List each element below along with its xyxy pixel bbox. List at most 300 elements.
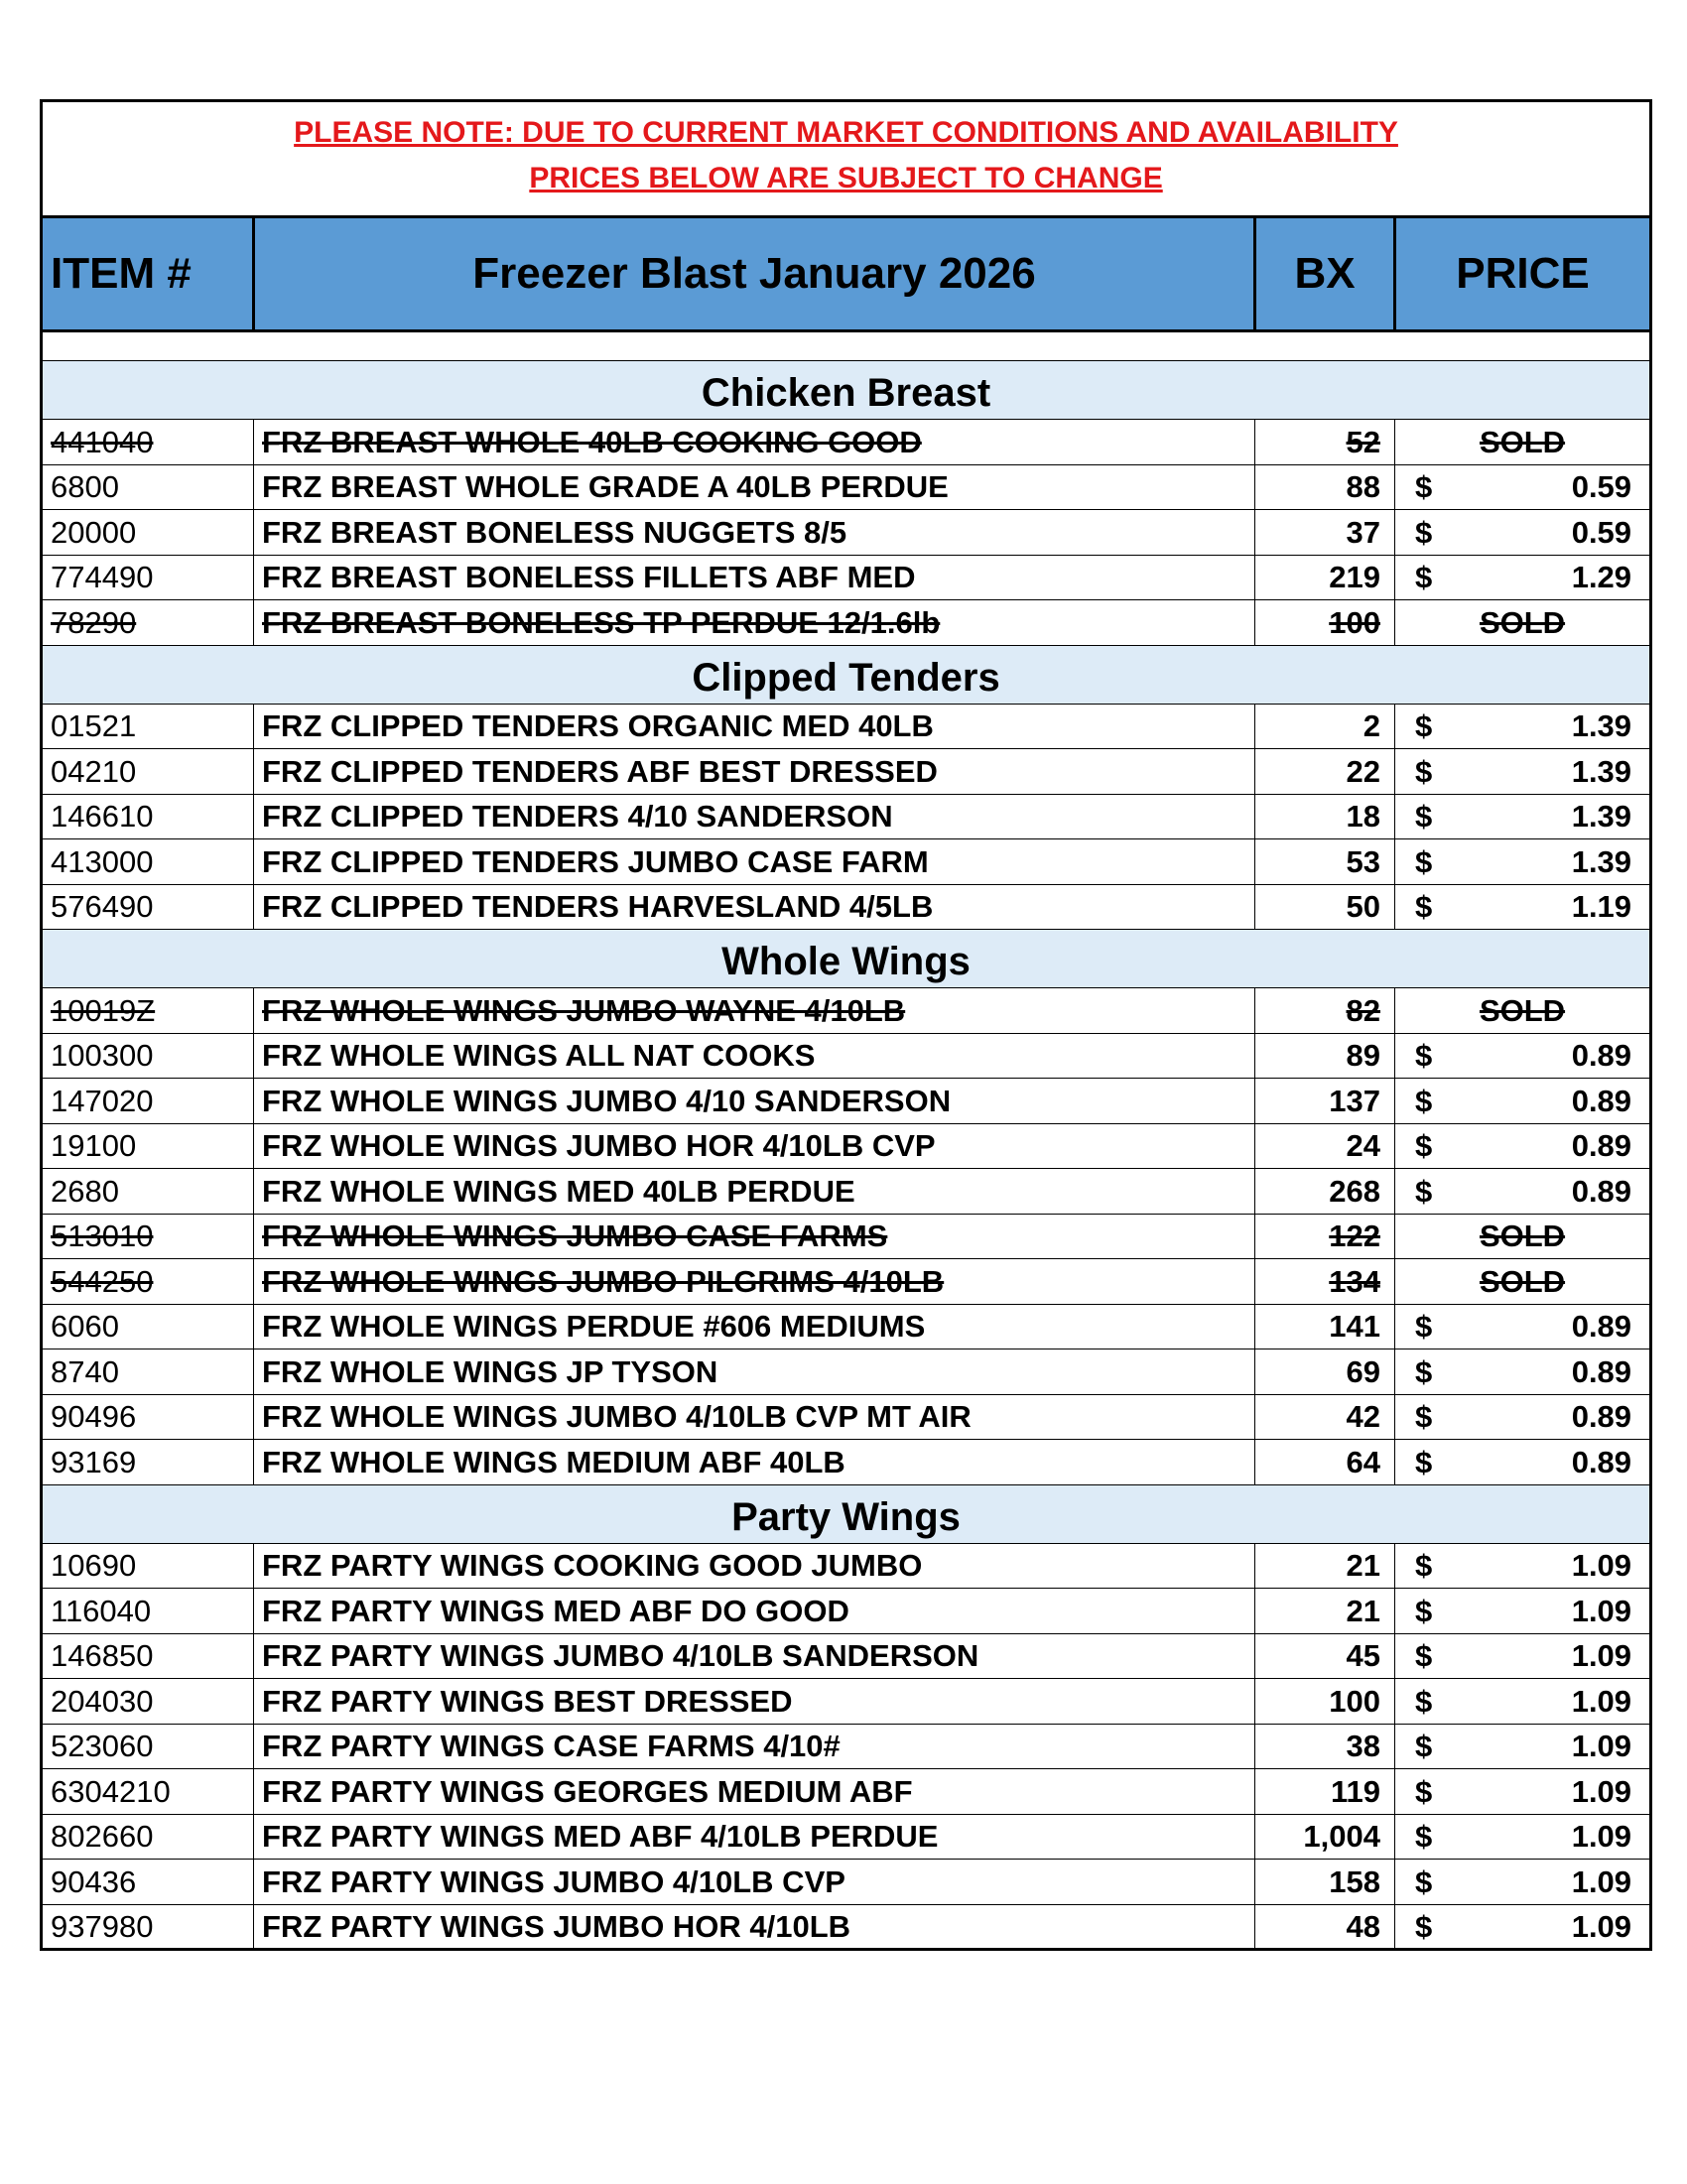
currency-symbol: $ <box>1415 708 1433 744</box>
item-description: FRZ WHOLE WINGS PERDUE #606 MEDIUMS <box>262 1309 926 1345</box>
bx-cell <box>1255 1440 1395 1485</box>
item-description: FRZ WHOLE WINGS JUMBO 4/10 SANDERSON <box>262 1083 952 1118</box>
item-description: FRZ WHOLE WINGS ALL NAT COOKS <box>262 1038 816 1074</box>
notice-line-1: PLEASE NOTE: DUE TO CURRENT MARKET CONDITIONS AND AVAILABILITY <box>294 116 1398 149</box>
box-count: 137 <box>1329 1083 1380 1118</box>
currency-symbol: $ <box>1415 1548 1433 1584</box>
item-number: 93169 <box>51 1444 137 1479</box>
sold-label: SOLD <box>1479 1219 1566 1254</box>
price-cell <box>1395 1123 1651 1169</box>
item-cell <box>42 1589 254 1634</box>
currency-symbol: $ <box>1415 560 1433 595</box>
bx-cell <box>1255 1214 1395 1259</box>
table-row-sold <box>42 600 1651 646</box>
price-value: 1.39 <box>1571 843 1632 879</box>
box-count: 134 <box>1329 1263 1380 1299</box>
box-count: 21 <box>1346 1548 1380 1584</box>
item-number: 576490 <box>51 889 154 925</box>
currency-symbol: $ <box>1415 1083 1433 1118</box>
item-cell <box>42 749 254 795</box>
description-cell <box>254 988 1255 1034</box>
item-cell <box>42 988 254 1034</box>
item-number: 513010 <box>51 1219 154 1254</box>
bx-cell <box>1255 555 1395 600</box>
item-cell <box>42 420 254 465</box>
item-cell <box>42 1633 254 1679</box>
notice-line-2: PRICES BELOW ARE SUBJECT TO CHANGE <box>529 162 1163 194</box>
item-number: 20000 <box>51 514 137 550</box>
box-count: 69 <box>1346 1353 1380 1389</box>
table-row <box>42 1304 1651 1349</box>
price-value: 1.09 <box>1571 1908 1632 1944</box>
market-notice <box>42 101 1651 217</box>
item-description: FRZ WHOLE WINGS JUMBO HOR 4/10LB CVP <box>262 1128 936 1164</box>
currency-symbol: $ <box>1415 843 1433 879</box>
item-number: 146850 <box>51 1638 154 1674</box>
item-description: FRZ BREAST WHOLE GRADE A 40LB PERDUE <box>262 469 949 505</box>
spacer-row <box>42 331 1651 361</box>
item-cell <box>42 600 254 646</box>
item-number: 774490 <box>51 560 154 595</box>
table-row <box>42 1440 1651 1485</box>
item-number: 147020 <box>51 1083 154 1118</box>
bx-cell <box>1255 1814 1395 1860</box>
currency-symbol: $ <box>1415 1353 1433 1389</box>
currency-symbol: $ <box>1415 514 1433 550</box>
description-cell <box>254 1123 1255 1169</box>
table-row-sold <box>42 420 1651 465</box>
box-count: 22 <box>1346 753 1380 789</box>
description-cell <box>254 1214 1255 1259</box>
price-value: 0.89 <box>1571 1353 1632 1389</box>
table-row-sold <box>42 1259 1651 1305</box>
item-cell <box>42 1349 254 1395</box>
box-count: 48 <box>1346 1908 1380 1944</box>
price-value: 1.09 <box>1571 1773 1632 1809</box>
price-cell <box>1395 600 1651 646</box>
table-row <box>42 1589 1651 1634</box>
price-cell <box>1395 1259 1651 1305</box>
price-cell <box>1395 749 1651 795</box>
box-count: 158 <box>1329 1863 1380 1899</box>
price-value: 0.89 <box>1571 1128 1632 1164</box>
description-cell <box>254 1814 1255 1860</box>
item-cell <box>42 1169 254 1215</box>
bx-cell <box>1255 1633 1395 1679</box>
currency-symbol: $ <box>1415 799 1433 835</box>
table-row-sold <box>42 988 1651 1034</box>
currency-symbol: $ <box>1415 1773 1433 1809</box>
currency-symbol: $ <box>1415 1638 1433 1674</box>
item-number: 19100 <box>51 1128 137 1164</box>
price-cell <box>1395 464 1651 510</box>
box-count: 88 <box>1346 469 1380 505</box>
table-row <box>42 555 1651 600</box>
notice-row <box>42 101 1651 217</box>
box-count: 122 <box>1329 1219 1380 1254</box>
table-row-sold <box>42 1214 1651 1259</box>
price-value: 1.39 <box>1571 708 1632 744</box>
table-row <box>42 510 1651 556</box>
description-cell <box>254 1349 1255 1395</box>
bx-cell <box>1255 1860 1395 1905</box>
description-cell <box>254 884 1255 930</box>
table-row <box>42 1394 1651 1440</box>
currency-symbol: $ <box>1415 1309 1433 1345</box>
bx-cell <box>1255 1724 1395 1769</box>
table-row <box>42 1679 1651 1725</box>
bx-cell <box>1255 1769 1395 1815</box>
price-cell <box>1395 555 1651 600</box>
price-value: 1.09 <box>1571 1729 1632 1764</box>
item-cell <box>42 1033 254 1079</box>
price-value: 1.09 <box>1571 1863 1632 1899</box>
item-column-header: ITEM # <box>42 217 254 331</box>
price-cell <box>1395 1079 1651 1124</box>
item-cell <box>42 555 254 600</box>
item-number: 413000 <box>51 843 154 879</box>
description-cell <box>254 704 1255 749</box>
item-description: FRZ WHOLE WINGS JUMBO PILGRIMS 4/10LB <box>262 1263 945 1299</box>
item-number: 204030 <box>51 1683 154 1719</box>
box-count: 37 <box>1346 514 1380 550</box>
column-header-row <box>42 217 1651 331</box>
box-count: 52 <box>1346 424 1380 459</box>
price-cell <box>1395 1214 1651 1259</box>
price-cell <box>1395 1033 1651 1079</box>
item-description: FRZ PARTY WINGS COOKING GOOD JUMBO <box>262 1548 923 1584</box>
item-cell <box>42 839 254 885</box>
box-count: 2 <box>1363 708 1380 744</box>
description-cell <box>254 510 1255 556</box>
price-value: 1.09 <box>1571 1548 1632 1584</box>
item-description: FRZ WHOLE WINGS MED 40LB PERDUE <box>262 1173 855 1209</box>
section-title: Clipped Tenders <box>42 645 1651 704</box>
table-row <box>42 884 1651 930</box>
table-row <box>42 839 1651 885</box>
bx-cell <box>1255 1259 1395 1305</box>
price-cell <box>1395 1589 1651 1634</box>
price-value: 1.19 <box>1571 889 1632 925</box>
bx-cell <box>1255 794 1395 839</box>
table-row <box>42 1769 1651 1815</box>
currency-symbol: $ <box>1415 1128 1433 1164</box>
price-cell <box>1395 1679 1651 1725</box>
price-value: 1.29 <box>1571 560 1632 595</box>
bx-cell <box>1255 1394 1395 1440</box>
table-row <box>42 704 1651 749</box>
sold-label: SOLD <box>1479 992 1566 1028</box>
bx-cell <box>1255 1169 1395 1215</box>
item-cell <box>42 1079 254 1124</box>
bx-cell <box>1255 1679 1395 1725</box>
item-cell <box>42 794 254 839</box>
description-cell <box>254 1543 1255 1589</box>
item-number: 2680 <box>51 1173 119 1209</box>
item-cell <box>42 1214 254 1259</box>
description-cell <box>254 839 1255 885</box>
table-row <box>42 1724 1651 1769</box>
currency-symbol: $ <box>1415 1863 1433 1899</box>
item-cell <box>42 1904 254 1950</box>
bx-cell <box>1255 1079 1395 1124</box>
item-number: 100300 <box>51 1038 154 1074</box>
description-cell <box>254 1904 1255 1950</box>
table-row <box>42 1543 1651 1589</box>
section-title: Chicken Breast <box>42 361 1651 420</box>
box-count: 219 <box>1329 560 1380 595</box>
item-number: 544250 <box>51 1263 154 1299</box>
table-row <box>42 794 1651 839</box>
item-cell <box>42 1814 254 1860</box>
item-description: FRZ CLIPPED TENDERS 4/10 SANDERSON <box>262 799 893 835</box>
sold-label: SOLD <box>1479 424 1566 459</box>
currency-symbol: $ <box>1415 1593 1433 1628</box>
description-cell <box>254 1033 1255 1079</box>
box-count: 18 <box>1346 799 1380 835</box>
price-cell <box>1395 839 1651 885</box>
price-cell <box>1395 1724 1651 1769</box>
item-description: FRZ BREAST BONELESS TP PERDUE 12/1.6lb <box>262 604 941 640</box>
bx-column-header: BX <box>1255 217 1395 331</box>
price-cell <box>1395 510 1651 556</box>
item-number: 116040 <box>51 1593 152 1628</box>
sheet-title: Freezer Blast January 2026 <box>254 217 1255 331</box>
bx-cell <box>1255 464 1395 510</box>
item-cell <box>42 1679 254 1725</box>
section-title: Party Wings <box>42 1484 1651 1543</box>
table-row <box>42 749 1651 795</box>
item-number: 802660 <box>51 1819 154 1855</box>
price-sheet-table <box>40 99 1652 1951</box>
currency-symbol: $ <box>1415 1444 1433 1479</box>
item-description: FRZ WHOLE WINGS JUMBO 4/10LB CVP MT AIR <box>262 1399 972 1435</box>
item-description: FRZ CLIPPED TENDERS ORGANIC MED 40LB <box>262 708 934 744</box>
table-row <box>42 1904 1651 1950</box>
currency-symbol: $ <box>1415 1819 1433 1855</box>
description-cell <box>254 1724 1255 1769</box>
item-description: FRZ PARTY WINGS JUMBO 4/10LB CVP <box>262 1863 845 1899</box>
item-number: 6800 <box>51 469 119 505</box>
item-description: FRZ CLIPPED TENDERS HARVESLAND 4/5LB <box>262 889 934 925</box>
currency-symbol: $ <box>1415 1683 1433 1719</box>
price-value: 1.39 <box>1571 753 1632 789</box>
item-description: FRZ PARTY WINGS GEORGES MEDIUM ABF <box>262 1773 913 1809</box>
box-count: 89 <box>1346 1038 1380 1074</box>
description-cell <box>254 1633 1255 1679</box>
currency-symbol: $ <box>1415 1908 1433 1944</box>
item-description: FRZ PARTY WINGS BEST DRESSED <box>262 1683 793 1719</box>
bx-cell <box>1255 600 1395 646</box>
section-header-row <box>42 1484 1651 1543</box>
bx-cell <box>1255 1904 1395 1950</box>
description-cell <box>254 1259 1255 1305</box>
item-cell <box>42 1543 254 1589</box>
currency-symbol: $ <box>1415 469 1433 505</box>
item-number: 04210 <box>51 753 137 789</box>
table-row <box>42 1860 1651 1905</box>
bx-cell <box>1255 510 1395 556</box>
price-value: 0.89 <box>1571 1083 1632 1118</box>
table-row <box>42 1814 1651 1860</box>
price-cell <box>1395 1304 1651 1349</box>
item-description: FRZ BREAST WHOLE 40LB COOKING GOOD <box>262 424 922 459</box>
item-cell <box>42 1860 254 1905</box>
currency-symbol: $ <box>1415 1729 1433 1764</box>
box-count: 119 <box>1330 1773 1380 1809</box>
price-value: 1.09 <box>1571 1593 1632 1628</box>
item-cell <box>42 1724 254 1769</box>
description-cell <box>254 1860 1255 1905</box>
item-description: FRZ PARTY WINGS JUMBO HOR 4/10LB <box>262 1908 851 1944</box>
price-cell <box>1395 1904 1651 1950</box>
price-cell <box>1395 420 1651 465</box>
description-cell <box>254 1589 1255 1634</box>
box-count: 50 <box>1346 889 1380 925</box>
price-value: 0.89 <box>1571 1309 1632 1345</box>
item-cell <box>42 1304 254 1349</box>
currency-symbol: $ <box>1415 889 1433 925</box>
item-cell <box>42 1394 254 1440</box>
bx-cell <box>1255 988 1395 1034</box>
table-row <box>42 1349 1651 1395</box>
box-count: 38 <box>1346 1729 1380 1764</box>
item-description: FRZ WHOLE WINGS JUMBO WAYNE 4/10LB <box>262 992 906 1028</box>
bx-cell <box>1255 1304 1395 1349</box>
spacer-cell <box>42 331 1651 361</box>
item-cell <box>42 884 254 930</box>
box-count: 100 <box>1329 604 1380 640</box>
description-cell <box>254 420 1255 465</box>
item-description: FRZ BREAST BONELESS FILLETS ABF MED <box>262 560 916 595</box>
section-header-row <box>42 930 1651 988</box>
item-number: 937980 <box>51 1908 154 1944</box>
item-description: FRZ CLIPPED TENDERS ABF BEST DRESSED <box>262 753 938 789</box>
description-cell <box>254 1079 1255 1124</box>
bx-cell <box>1255 1123 1395 1169</box>
description-cell <box>254 600 1255 646</box>
bx-cell <box>1255 1349 1395 1395</box>
price-cell <box>1395 1633 1651 1679</box>
bx-cell <box>1255 839 1395 885</box>
item-cell <box>42 510 254 556</box>
box-count: 21 <box>1346 1593 1380 1628</box>
description-cell <box>254 1394 1255 1440</box>
item-number: 523060 <box>51 1729 154 1764</box>
price-value: 0.89 <box>1571 1173 1632 1209</box>
item-description: FRZ PARTY WINGS MED ABF DO GOOD <box>262 1593 849 1628</box>
box-count: 64 <box>1346 1444 1380 1479</box>
sold-label: SOLD <box>1479 604 1566 640</box>
price-value: 1.09 <box>1571 1683 1632 1719</box>
description-cell <box>254 1679 1255 1725</box>
box-count: 45 <box>1346 1638 1380 1674</box>
price-cell <box>1395 704 1651 749</box>
price-cell <box>1395 794 1651 839</box>
price-cell <box>1395 1349 1651 1395</box>
bx-cell <box>1255 884 1395 930</box>
price-value: 1.09 <box>1571 1638 1632 1674</box>
bx-cell <box>1255 749 1395 795</box>
currency-symbol: $ <box>1415 1173 1433 1209</box>
item-description: FRZ PARTY WINGS CASE FARMS 4/10# <box>262 1729 841 1764</box>
section-header-row <box>42 645 1651 704</box>
item-description: FRZ WHOLE WINGS MEDIUM ABF 40LB <box>262 1444 845 1479</box>
price-value: 0.59 <box>1571 514 1632 550</box>
box-count: 141 <box>1329 1309 1380 1345</box>
bx-cell <box>1255 1589 1395 1634</box>
item-description: FRZ PARTY WINGS JUMBO 4/10LB SANDERSON <box>262 1638 979 1674</box>
price-cell <box>1395 988 1651 1034</box>
price-value: 0.89 <box>1571 1399 1632 1435</box>
item-number: 90436 <box>51 1863 137 1899</box>
table-row <box>42 1169 1651 1215</box>
item-number: 8740 <box>51 1353 119 1389</box>
currency-symbol: $ <box>1415 1399 1433 1435</box>
bx-cell <box>1255 1543 1395 1589</box>
price-cell <box>1395 1169 1651 1215</box>
item-description: FRZ PARTY WINGS MED ABF 4/10LB PERDUE <box>262 1819 939 1855</box>
description-cell <box>254 1769 1255 1815</box>
price-column-header: PRICE <box>1395 217 1651 331</box>
table-row <box>42 464 1651 510</box>
item-number: 6060 <box>51 1309 119 1345</box>
item-description: FRZ WHOLE WINGS JUMBO CASE FARMS <box>262 1219 888 1254</box>
bx-cell <box>1255 420 1395 465</box>
box-count: 42 <box>1346 1399 1380 1435</box>
item-cell <box>42 1440 254 1485</box>
section-header-row <box>42 361 1651 420</box>
price-cell <box>1395 1814 1651 1860</box>
price-cell <box>1395 1543 1651 1589</box>
table-row <box>42 1033 1651 1079</box>
price-value: 1.09 <box>1571 1819 1632 1855</box>
item-cell <box>42 704 254 749</box>
price-cell <box>1395 884 1651 930</box>
item-cell <box>42 464 254 510</box>
item-cell <box>42 1259 254 1305</box>
price-cell <box>1395 1860 1651 1905</box>
item-cell <box>42 1123 254 1169</box>
item-number: 146610 <box>51 799 154 835</box>
item-description: FRZ BREAST BONELESS NUGGETS 8/5 <box>262 514 847 550</box>
item-number: 78290 <box>51 604 137 640</box>
bx-cell <box>1255 1033 1395 1079</box>
table-row <box>42 1079 1651 1124</box>
box-count: 53 <box>1346 843 1380 879</box>
price-cell <box>1395 1394 1651 1440</box>
item-number: 441040 <box>51 424 154 459</box>
item-cell <box>42 1769 254 1815</box>
description-cell <box>254 1440 1255 1485</box>
table-row <box>42 1633 1651 1679</box>
item-number: 6304210 <box>51 1773 171 1809</box>
item-number: 90496 <box>51 1399 137 1435</box>
item-number: 10019Z <box>51 992 156 1028</box>
item-description: FRZ WHOLE WINGS JP TYSON <box>262 1353 718 1389</box>
description-cell <box>254 555 1255 600</box>
currency-symbol: $ <box>1415 753 1433 789</box>
section-title: Whole Wings <box>42 930 1651 988</box>
item-number: 01521 <box>51 708 137 744</box>
description-cell <box>254 464 1255 510</box>
box-count: 1,004 <box>1303 1819 1380 1855</box>
price-cell <box>1395 1440 1651 1485</box>
price-cell <box>1395 1769 1651 1815</box>
price-value: 0.59 <box>1571 469 1632 505</box>
box-count: 100 <box>1329 1683 1380 1719</box>
description-cell <box>254 1304 1255 1349</box>
